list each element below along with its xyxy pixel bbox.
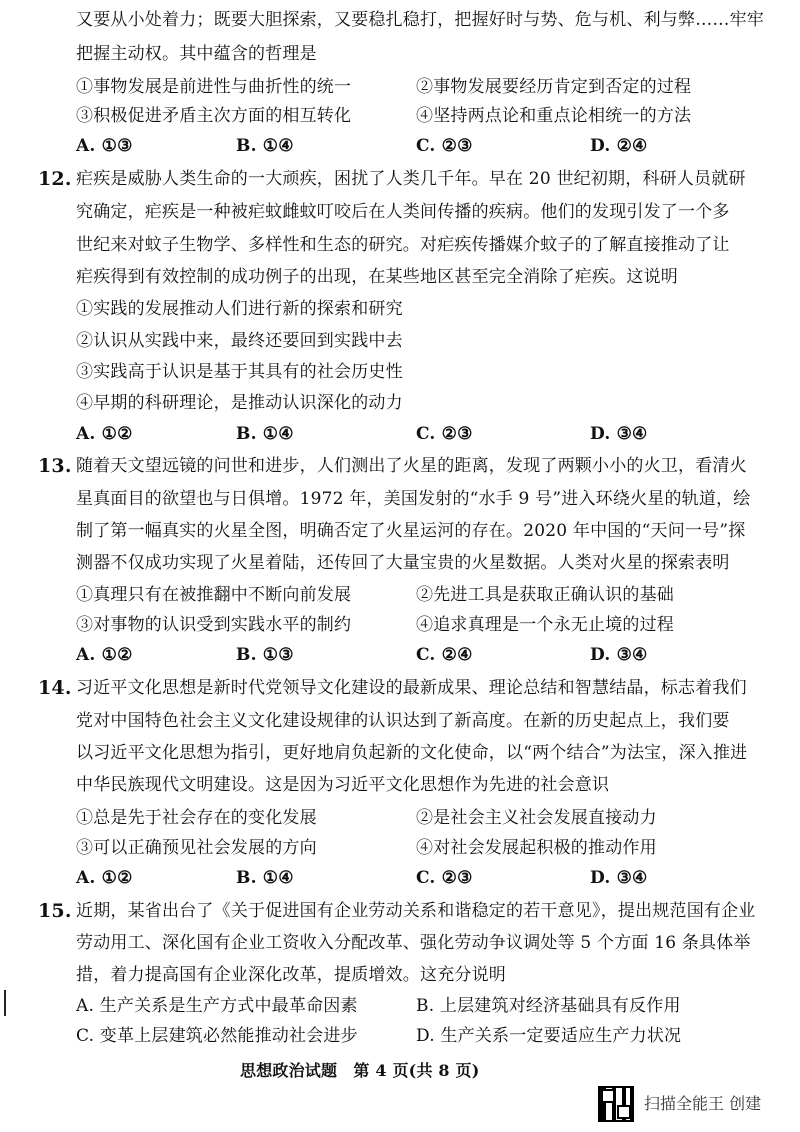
page-footer: 思想政治试题 第 4 页(共 8 页)	[240, 1061, 480, 1080]
q12-stem-line-3: 世纪来对蚊子生物学、多样性和生态的研究。对疟疾传播媒介蚊子的了解直接推动了让	[76, 235, 730, 255]
q12-stem-line-2: 究确定，疟疾是一种被疟蚊雌蚊叮咬后在人类间传播的疾病。他们的发现引发了一个多	[76, 202, 730, 222]
q13-number: 13.	[38, 455, 72, 477]
q15-stem-line-3: 措，着力提高国有企业深化改革，提质增效。这充分说明	[76, 965, 506, 985]
q15-choice-d: D. 生产关系一定要适应生产力状况	[416, 1026, 682, 1046]
q12-option-1: ①实践的发展推动人们进行新的探索和研究	[76, 299, 403, 319]
q12-option-2: ②认识从实践中来，最终还要回到实践中去	[76, 331, 403, 351]
q14-option-1: ①总是先于社会存在的变化发展	[76, 808, 317, 828]
q11-option-2: ②事物发展要经历肯定到否定的过程	[416, 77, 692, 97]
q13-option-4: ④追求真理是一个永无止境的过程	[416, 615, 674, 635]
q11-choice-c: C. ②③	[416, 136, 473, 156]
q14-stem-line-3: 以习近平文化思想为指引，更好地肩负起新的文化使命，以“两个结合”为法宝，深入推进	[76, 743, 748, 763]
q15-choice-a: A. 生产关系是生产方式中最革命因素	[76, 996, 358, 1016]
q13-option-1: ①真理只有在被推翻中不断向前发展	[76, 585, 352, 605]
q12-choice-a: A. ①②	[76, 424, 133, 444]
qr-code-icon	[598, 1086, 634, 1122]
q13-stem-line-2: 星真面目的欲望也与日俱增。1972 年，美国发射的“水手 9 号”进入环绕火星的轨道，绘	[76, 489, 751, 509]
q13-option-2: ②先进工具是获取正确认识的基础	[416, 585, 674, 605]
q14-choice-b: B. ①④	[236, 868, 294, 888]
scanner-watermark: 扫描全能王 创建	[644, 1094, 762, 1113]
q12-number: 12.	[38, 168, 72, 190]
q13-choice-a: A. ①②	[76, 645, 133, 665]
q14-option-4: ④对社会发展起积极的推动作用	[416, 838, 657, 858]
q11-choice-b: B. ①④	[236, 136, 294, 156]
q12-option-3: ③实践高于认识是基于其具有的社会历史性	[76, 362, 403, 382]
q13-stem-line-1: 随着天文望远镜的问世和进步，人们测出了火星的距离，发现了两颗小小的火卫，看清火	[76, 456, 747, 476]
q14-stem-line-2: 党对中国特色社会主义文化建设规律的认识达到了新高度。在新的历史起点上，我们要	[76, 711, 730, 731]
q12-choice-d: D. ③④	[590, 424, 648, 444]
q11-choice-d: D. ②④	[590, 136, 648, 156]
q15-number: 15.	[38, 900, 72, 922]
q14-choice-d: D. ③④	[590, 868, 648, 888]
q14-choice-c: C. ②③	[416, 868, 473, 888]
q13-choice-d: D. ③④	[590, 645, 648, 665]
q12-choice-b: B. ①④	[236, 424, 294, 444]
q12-stem-line-4: 疟疾得到有效控制的成功例子的出现，在某些地区甚至完全消除了疟疾。这说明	[76, 267, 678, 287]
q14-option-2: ②是社会主义社会发展直接动力	[416, 808, 657, 828]
q12-choice-c: C. ②③	[416, 424, 473, 444]
q12-option-4: ④早期的科研理论，是推动认识深化的动力	[76, 393, 403, 413]
q11-stem-line-2: 把握主动权。其中蕴含的哲理是	[76, 44, 317, 64]
q14-number: 14.	[38, 677, 72, 699]
q13-choice-c: C. ②④	[416, 645, 473, 665]
q12-stem-line-1: 疟疾是威胁人类生命的一大顽疾，困扰了人类几千年。早在 20 世纪初期，科研人员就研	[76, 169, 746, 189]
q11-option-4: ④坚持两点论和重点论相统一的方法	[416, 106, 692, 126]
q13-stem-line-3: 制了第一幅真实的火星全图，明确否定了火星运河的存在。2020 年中国的“天问一号”探	[76, 521, 746, 541]
q14-stem-line-4: 中华民族现代文明建设。这是因为习近平文化思想作为先进的社会意识	[76, 775, 610, 795]
q13-choice-b: B. ①③	[236, 645, 294, 665]
q11-option-1: ①事物发展是前进性与曲折性的统一	[76, 77, 352, 97]
q11-stem-line-1: 又要从小处着力；既要大胆探索，又要稳扎稳打，把握好时与势、危与机、利与弊……牢牢	[76, 10, 764, 30]
q11-choice-a: A. ①③	[76, 136, 133, 156]
q13-stem-line-4: 测器不仅成功实现了火星着陆，还传回了大量宝贵的火星数据。人类对火星的探索表明	[76, 553, 730, 573]
q15-choice-c: C. 变革上层建筑必然能推动社会进步	[76, 1026, 358, 1046]
scan-margin-mark	[4, 990, 6, 1016]
q14-choice-a: A. ①②	[76, 868, 133, 888]
q11-option-3: ③积极促进矛盾主次方面的相互转化	[76, 106, 352, 126]
q15-stem-line-2: 劳动用工、深化国有企业工资收入分配改革、强化劳动争议调处等 5 个方面 16 条具体举	[76, 933, 751, 953]
q15-choice-b: B. 上层建筑对经济基础具有反作用	[416, 996, 681, 1016]
q14-option-3: ③可以正确预见社会发展的方向	[76, 838, 317, 858]
q13-option-3: ③对事物的认识受到实践水平的制约	[76, 615, 352, 635]
q14-stem-line-1: 习近平文化思想是新时代党领导文化建设的最新成果、理论总结和智慧结晶，标志着我们	[76, 678, 747, 698]
q15-stem-line-1: 近期，某省出台了《关于促进国有企业劳动关系和谐稳定的若干意见》，提出规范国有企业	[76, 901, 756, 921]
